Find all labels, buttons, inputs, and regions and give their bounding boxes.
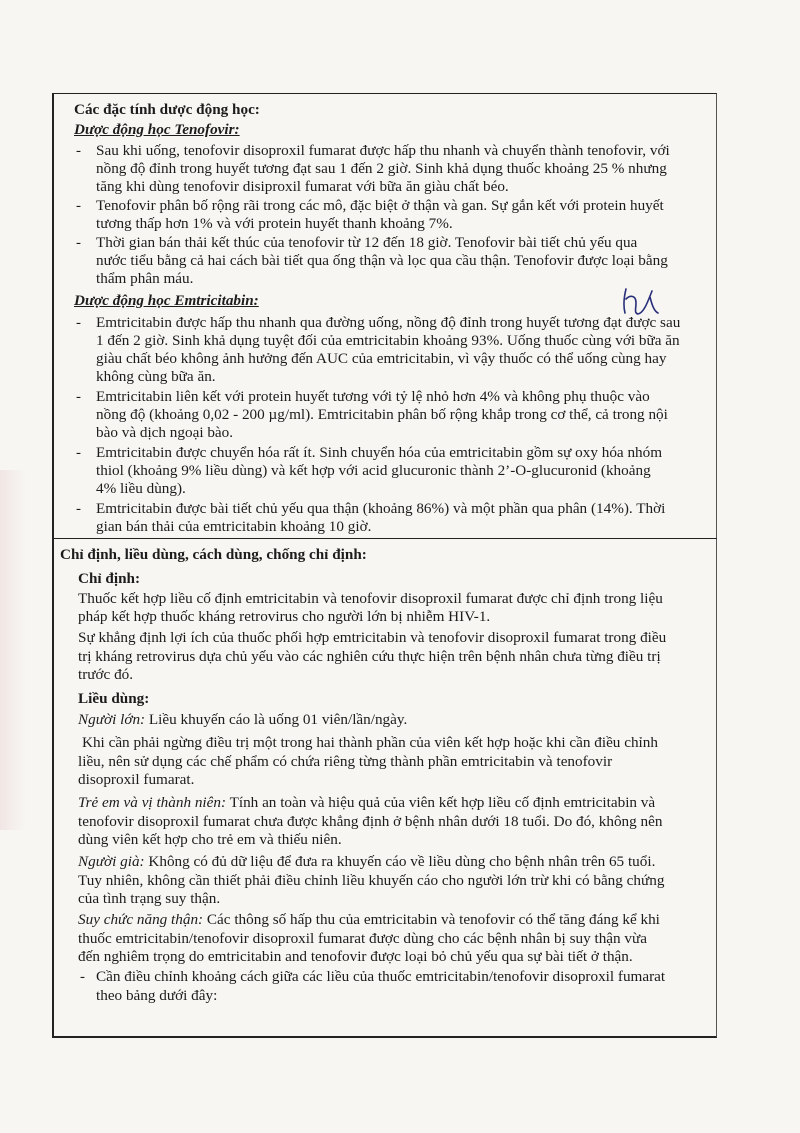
heading-pharmacokinetics: Các đặc tính dược động học: [74,101,260,118]
edge-stain [0,470,26,830]
adult-dosage [78,711,407,729]
text-line: đến nghiêm trọng do emtricitabin and tenofovir được loại bỏ chủ yếu qua sự bài tiết ở thận. [78,948,633,965]
elderly-label: Người già: [78,853,145,870]
item-line: bào và dịch ngoại bào. [96,424,234,441]
item-line: Emtricitabin được bài tiết chủ yếu qua thận (khoảng 86%) và một phần qua phân (14%). Thời [96,500,666,517]
item-line: tương thấp hơn 1% và với protein huyết thanh khoảng 7%. [96,215,453,232]
subheading-chidinh: Chỉ định: [78,570,141,587]
item-line: thẩm phân máu. [96,270,194,287]
handwritten-signature-icon [618,283,662,317]
text-line: Tuy nhiên, không cần thiết phải điều chỉnh liều khuyến cáo cho người lớn trừ khi có bằng chứng [78,872,665,889]
renal-label: Suy chức năng thận: [78,911,204,928]
item-line: nước tiểu bằng cả hai cách bài tiết qua ống thận và lọc qua cầu thận. Tenofovir được loại bằng [96,252,668,269]
text-line: tenofovir disoproxil fumarat chưa được khẳng định ở bệnh nhân dưới 18 tuổi. Do đó, không nên [78,813,663,830]
item-line: thiol (khoảng 9% liều dùng) và kết hợp với acid glucuronic thành 2’-O-glucuronid (khoảng [96,462,651,479]
item-line: nồng độ đỉnh trong huyết tương đạt sau 1 đến 2 giờ. Sinh khả dụng thuốc khoảng 25 % nhưng [96,160,667,177]
bullet-dash: - [76,501,81,517]
text-line: Sự khẳng định lợi ích của thuốc phối hợp emtricitabin và tenofovir disoproxil fumarat trong điều [78,629,667,646]
text-line: thuốc emtricitabin/tenofovir disoproxil fumarat được dùng cho các bệnh nhân bị suy thận vừa [78,930,647,947]
item-line: 4% liều dùng). [96,480,186,497]
text-line: Tính an toàn và hiệu quả của viên kết hợp liều cố định emtricitabin và [226,794,656,811]
subheading-lieudung: Liều dùng: [78,690,150,707]
text-line: Các thông số hấp thu của emtricitabin và tenofovir có thể tăng đáng kể khi [203,911,660,928]
text-line: của tình trạng suy thận. [78,890,221,907]
item-line: Sau khi uống, tenofovir disoproxil fumarat được hấp thu nhanh và chuyển thành tenofovir, với [96,142,670,159]
bullet-dash: - [76,143,81,159]
adult-label: Người lớn: [78,711,146,728]
text-line: trị kháng retrovirus dựa chủ yếu vào các nghiên cứu thực hiện trên bệnh nhân chưa từng điều trị [78,648,661,665]
text-line: disoproxil fumarat. [78,771,195,788]
subheading-emtricitabin: Dược động học Emtricitabin: [74,292,259,309]
bullet-dash: - [76,445,81,461]
item-line: Thời gian bán thải kết thúc của tenofovir từ 12 đến 18 giờ. Tenofovir bài tiết chủ yếu qua [96,234,638,251]
text-line: pháp kết hợp thuốc kháng retrovirus cho người lớn bị nhiễm HIV-1. [78,608,491,625]
item-line: không cùng bữa ăn. [96,368,216,385]
text-line: trước đó. [78,666,134,683]
text-line: Khi cần phải ngừng điều trị một trong hai thành phần của viên kết hợp hoặc khi cần điều chỉnh [82,734,658,751]
bullet-dash: - [76,389,81,405]
subheading-tenofovir: Dược động học Tenofovir: [74,121,240,138]
bullet-dash: - [76,315,81,331]
item-line: Tenofovir phân bố rộng rãi trong các mô, đặc biệt ở thận và gan. Sự gắn kết với protein huyết [96,197,664,214]
item-line: giàu chất béo không ảnh hưởng đến AUC của emtricitabin, vì vậy thuốc có thể uống cùng hay [96,350,667,367]
item-line: Emtricitabin được chuyển hóa rất ít. Sinh chuyển hóa của emtricitabin gồm sự oxy hóa nhóm [96,444,663,461]
section-divider [54,538,717,539]
adult-text: Liều khuyến cáo là uống 01 viên/lần/ngày. [145,711,408,728]
item-line: 1 đến 2 giờ. Sinh khả dụng tuyệt đối của emtricitabin khoảng 93%. Uống thuốc cùng với bữa ăn [96,332,680,349]
item-line: nồng độ (khoảng 0,02 - 200 µg/ml). Emtricitabin phân bố rộng khắp trong cơ thể, cả trong nội [96,406,668,423]
item-line: Emtricitabin được hấp thu nhanh qua đường uống, nồng độ đỉnh trong huyết tương đạt được sau [96,314,681,331]
text-line: Không có đủ dữ liệu để đưa ra khuyến cáo về liều dùng cho bệnh nhân trên 65 tuổi. [144,853,656,870]
heading-indications: Chỉ định, liều dùng, cách dùng, chống chỉ định: [60,546,367,563]
bullet-dash: - [80,969,85,985]
item-line: tăng khi dùng tenofovir disiproxil fumarat với bữa ăn giàu chất béo. [96,178,509,195]
text-line: Cần điều chỉnh khoảng cách giữa các liều của thuốc emtricitabin/tenofovir disoproxil fumarat [96,968,666,985]
bullet-dash: - [76,198,81,214]
text-line: dùng viên kết hợp cho trẻ em và thiếu niên. [78,831,342,848]
item-line: Emtricitabin liên kết với protein huyết tương với tỷ lệ nhỏ hơn 4% và không phụ thuộc vào [96,388,650,405]
item-line: gian bán thải của emtricitabin khoảng 10 giờ. [96,518,372,535]
text-line: liều, nên sử dụng các chế phẩm có chứa riêng từng thành phần emtricitabin và tenofovir [78,753,613,770]
bullet-dash: - [76,235,81,251]
child-label: Trẻ em và vị thành niên: [78,794,227,811]
text-line: Thuốc kết hợp liều cố định emtricitabin và tenofovir disoproxil fumarat được chỉ định trong liệu [78,590,663,607]
text-line: theo bảng dưới đây: [96,987,218,1004]
